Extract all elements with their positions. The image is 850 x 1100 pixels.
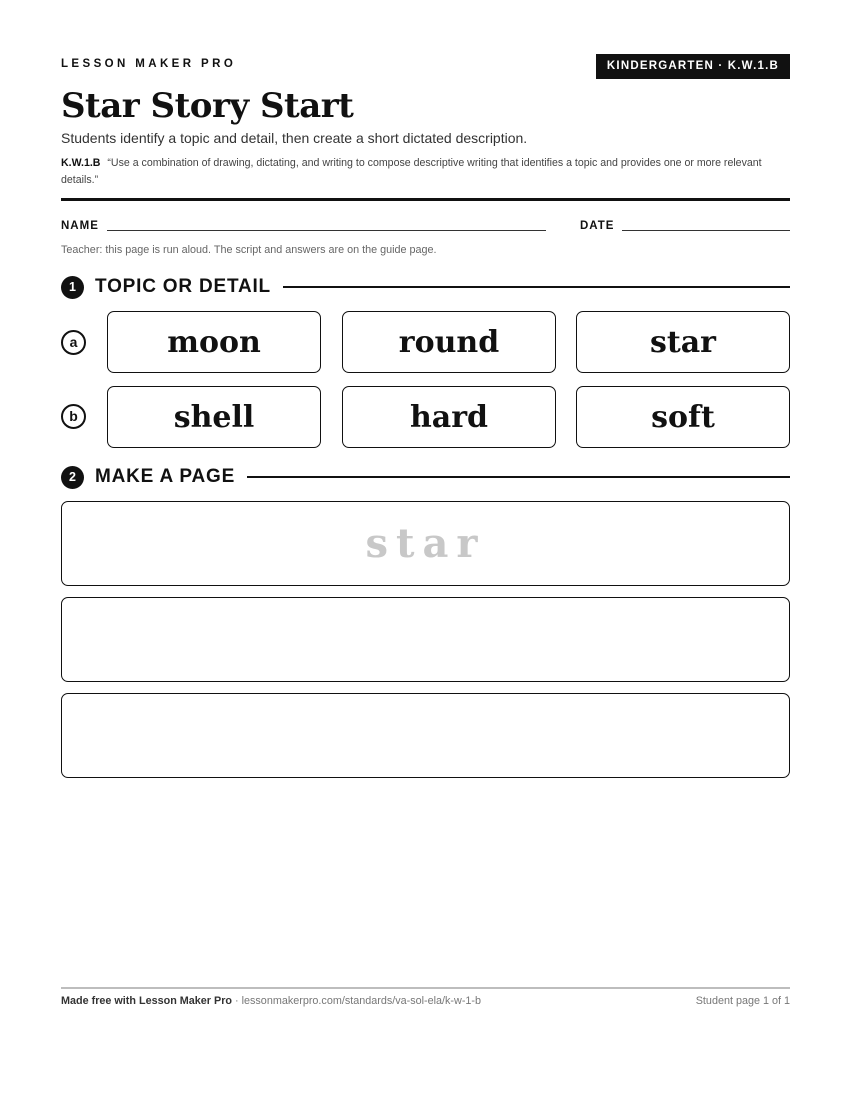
word-card-moon[interactable]: moon (107, 311, 321, 373)
writing-box-1[interactable] (61, 597, 790, 682)
standard-text: “Use a combination of drawing, dictating, and writing to compose descriptive writing that identifies a topic and provides one or more relevant details.” (61, 157, 762, 186)
word-card-hard[interactable]: hard (342, 386, 556, 448)
name-field[interactable] (107, 230, 546, 231)
worksheet-page (61, 0, 790, 1100)
section-2-heading (61, 465, 790, 489)
grade-standard-badge: KINDERGARTEN · K.W.1.B (596, 54, 790, 79)
name-label: NAME (61, 220, 99, 232)
row-a-label: a (61, 330, 86, 355)
date-label: DATE (580, 220, 615, 232)
section-1-rule (283, 286, 790, 288)
worksheet-title: Star Story Start (61, 86, 354, 126)
footer-divider (61, 987, 790, 989)
trace-word-box[interactable] (61, 501, 790, 586)
word-card-round[interactable]: round (342, 311, 556, 373)
footer-separator: · (232, 995, 242, 1007)
footer-made-with: Made free with Lesson Maker Pro (61, 995, 232, 1007)
date-field[interactable] (622, 230, 790, 231)
section-2-number: 2 (61, 466, 84, 489)
section-2-rule (247, 476, 790, 478)
section-2-title: MAKE A PAGE (95, 466, 236, 487)
word-card-soft[interactable]: soft (576, 386, 790, 448)
standard-description (61, 155, 790, 189)
row-b-label: b (61, 404, 86, 429)
word-card-shell[interactable]: shell (107, 386, 321, 448)
footer-url-link[interactable]: lessonmakerpro.com/standards/va-sol-ela/k-w-1-b (241, 995, 482, 1007)
section-1-heading (61, 275, 790, 299)
footer-credit (61, 995, 481, 1007)
word-card-star[interactable]: star (576, 311, 790, 373)
header-divider (61, 198, 790, 201)
section-1-title: TOPIC OR DETAIL (95, 276, 271, 297)
brand-name: LESSON MAKER PRO (61, 58, 237, 70)
standard-code: K.W.1.B (61, 157, 101, 169)
teacher-note: Teacher: this page is run aloud. The script and answers are on the guide page. (61, 244, 437, 256)
worksheet-subtitle: Students identify a topic and detail, then create a short dictated description. (61, 130, 528, 146)
section-1-number: 1 (61, 276, 84, 299)
trace-word: star (365, 520, 486, 567)
footer-page-info: Student page 1 of 1 (695, 995, 790, 1007)
writing-box-2[interactable] (61, 693, 790, 778)
